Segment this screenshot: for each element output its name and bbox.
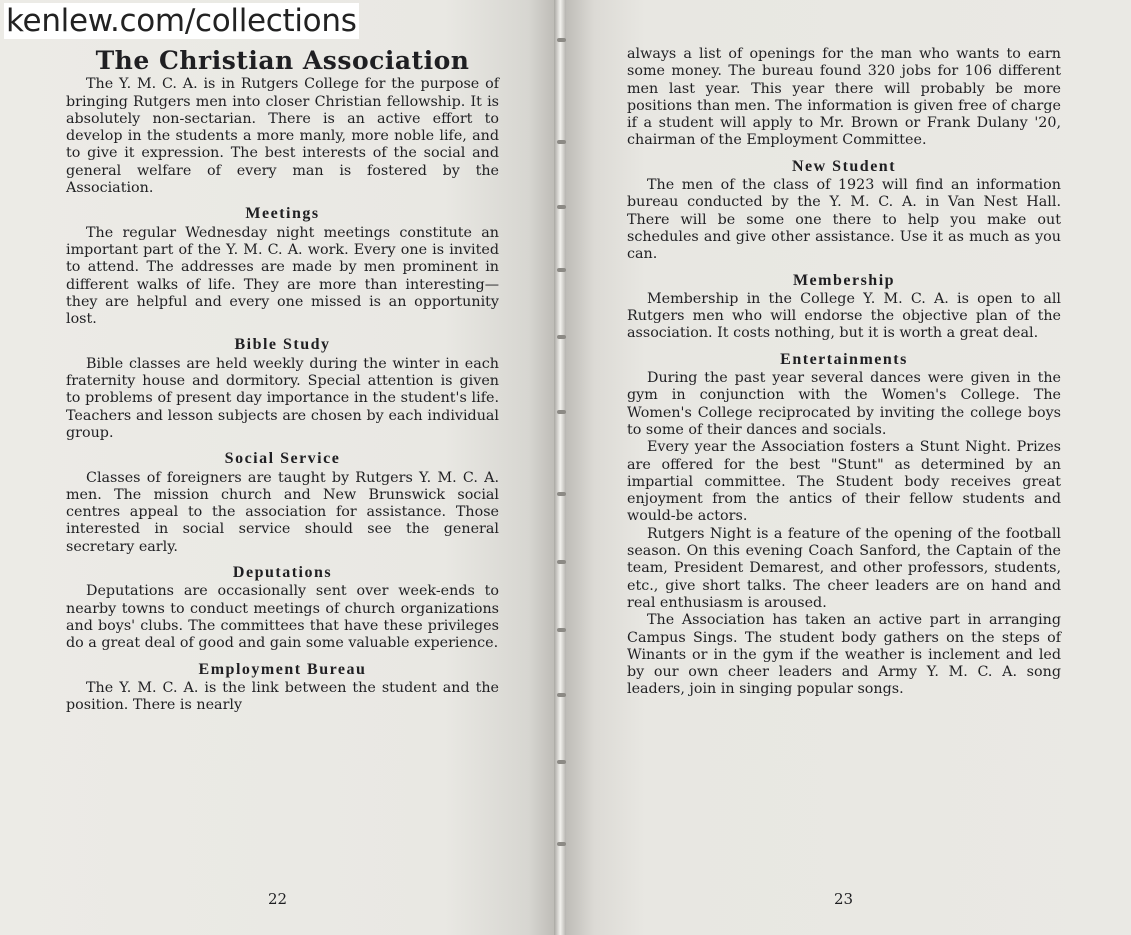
section-heading-deputations: Deputations (232, 564, 333, 582)
section-text-deputations: Deputations are occasionally sent over week-ends to nearby towns to conduct meetings of church organizations and boys' clubs. The committees that have these privileges do a great deal of good and gain some valuable experience. (66, 583, 499, 652)
page-title: The Christian Association (95, 46, 470, 75)
page-number-left: 22 (268, 890, 288, 908)
watermark-text: kenlew.com/collections (6, 3, 357, 39)
section-heading-entertainments: Entertainments (780, 350, 908, 368)
section-text-employment-bureau: The Y. M. C. A. is the link between the student and the position. There is nearly (66, 679, 499, 714)
section-heading-bible-study: Bible Study (234, 336, 331, 354)
section-heading-meetings: Meetings (245, 205, 320, 223)
section-text-social-service: Classes of foreigners are taught by Rutgers Y. M. C. A. men. The mission church and New Brunswick social centres appeal to the association for assistance. Those interested in social service should see the general secretary early. (66, 469, 499, 555)
intro-paragraph: The Y. M. C. A. is in Rutgers College for the purpose of bringing Rutgers men into closer Christian fellowship. It is absolutely non-sectarian. There is an active effort to develop in the students a more manly, more noble life, and to give it expression. The best interests of the social and general welfare of every man is fostered by the Association. (66, 76, 499, 197)
section-heading-new-student: New Student (791, 157, 897, 175)
right-page-text (627, 46, 1061, 699)
page-number-right: 23 (834, 890, 854, 908)
section-text-membership: Membership in the College Y. M. C. A. is open to all Rutgers men who will endorse the objective plan of the association. It costs nothing, but it is worth a great deal. (627, 290, 1061, 342)
entertainments-paragraph-stunt-night: Every year the Association fosters a Stunt Night. Prizes are offered for the best "Stunt" as determined by an impartial committee. The Student body receives great enjoyment from the antics of their fellow students and would-be actors. (627, 439, 1061, 525)
left-page-text (66, 46, 499, 714)
section-heading-employment-bureau: Employment Bureau (198, 660, 367, 678)
section-text-meetings: The regular Wednesday night meetings constitute an important part of the Y. M. C. A. work. Every one is invited to attend. The addresses are made by men prominent in different walks of life. They are more than interesting—they are helpful and every one missed is an opportunity lost. (66, 224, 499, 328)
entertainments-paragraph-campus-sings: The Association has taken an active part in arranging Campus Sings. The student body gathers on the steps of Winants or in the gym if the weather is inclement and led by our own cheer leaders and Army Y. M. C. A. song leaders, join in singing popular songs. (627, 612, 1061, 698)
right-page (566, 0, 1131, 935)
employment-continuation: always a list of openings for the man who wants to earn some money. The bureau found 320 jobs for 106 different men last year. This year there will probably be more positions than men. The information is given free of charge if a student will apply to Mr. Brown or Frank Dulany '20, chairman of the Employment Committee. (627, 46, 1061, 149)
section-text-bible-study: Bible classes are held weekly during the winter in each fraternity house and dormitory. Special attention is given to problems of present day importance in the student's life. Teachers and lesson subjects are chosen by each individual group. (66, 355, 499, 441)
section-heading-social-service: Social Service (224, 450, 341, 468)
section-heading-membership: Membership (792, 271, 896, 289)
entertainments-paragraph-rutgers-night: Rutgers Night is a feature of the opening of the football season. On this evening Coach Sanford, the Captain of the team, President Demarest, and other professors, students, etc., give short talks. The cheer leaders are on hand and real enthusiasm is aroused. (627, 525, 1061, 611)
entertainments-paragraph-dances: During the past year several dances were given in the gym in conjunction with the Women's College. The Women's College reciprocated by inviting the college boys to some of their dances and socials. (627, 370, 1061, 438)
left-page (0, 0, 556, 935)
section-text-new-student: The men of the class of 1923 will find an information bureau conducted by the Y. M. C. A. in Van Nest Hall. There will be some one there to help you make out schedules and give other assistance. Use it as much as you can. (627, 177, 1061, 263)
